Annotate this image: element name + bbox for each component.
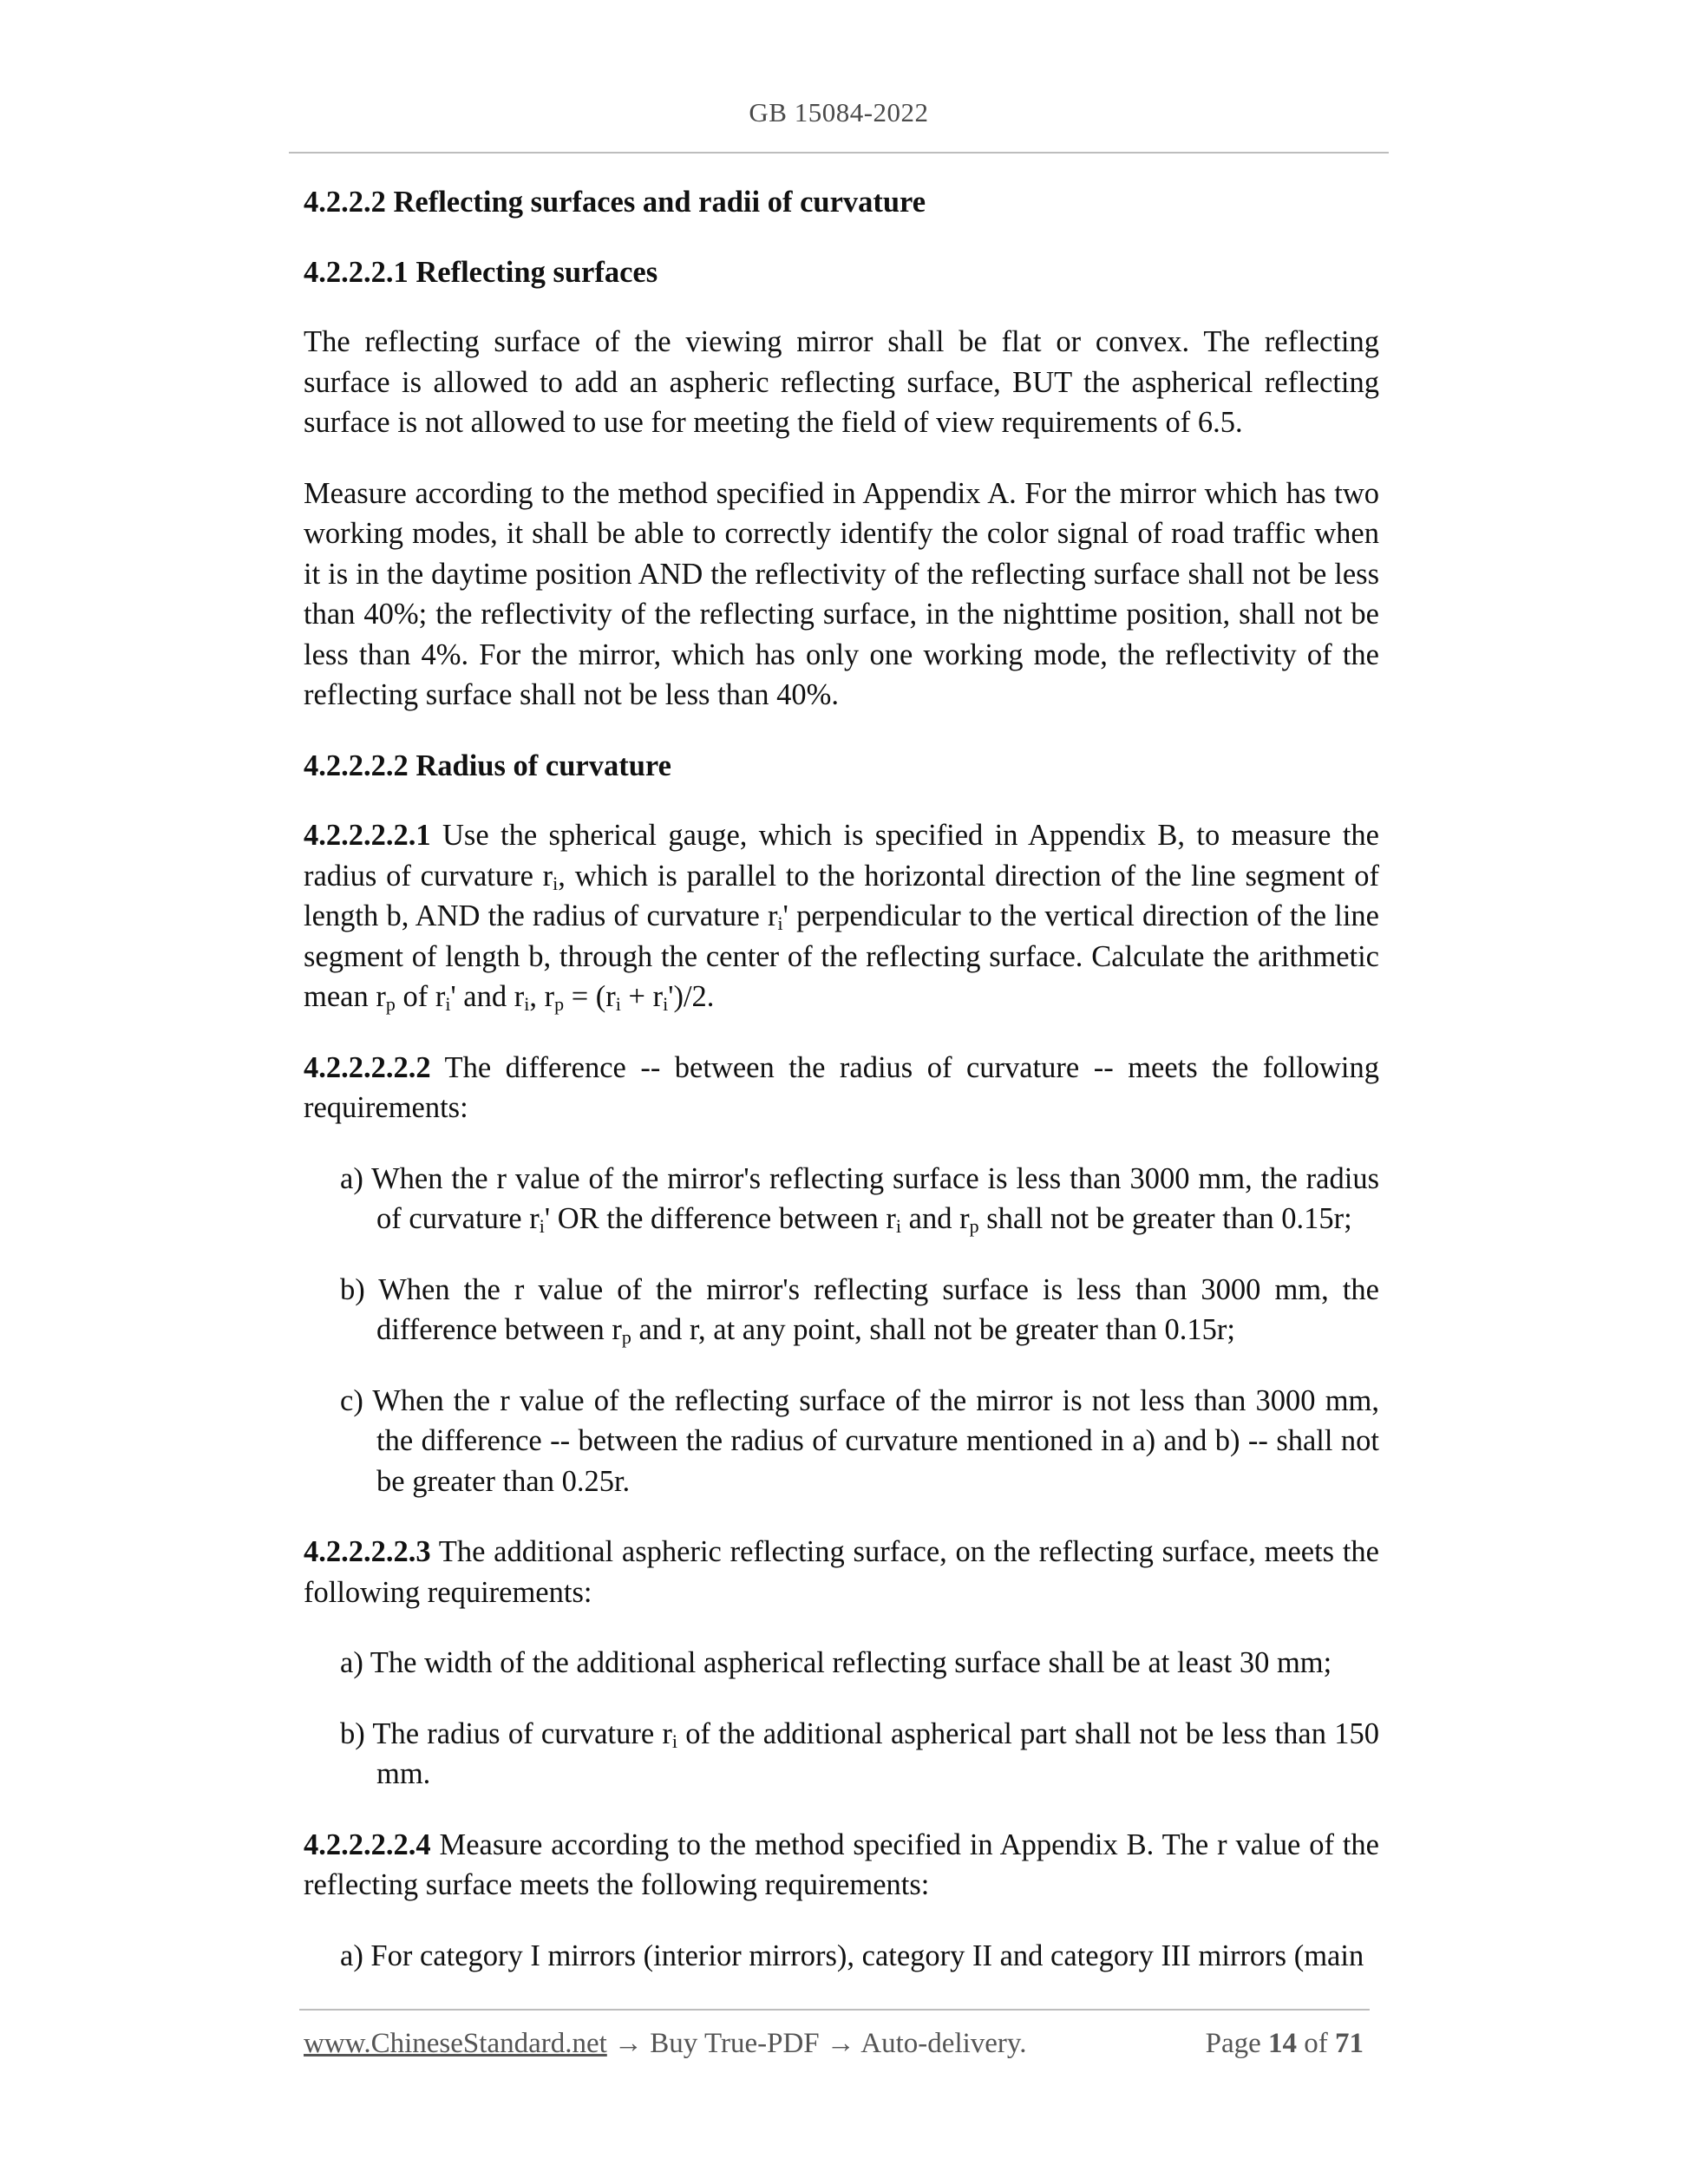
clause-4-2-2-2-2-4: 4.2.2.2.2.4 Measure according to the method specified in Appendix B. The r value of the reflecting surface meets the following requirements: [304,1828,1379,1901]
paragraph-reflectivity: Measure according to the method specified in Appendix A. For the mirror which has two working modes, it shall be able to correctly identify the color signal of road traffic when it is in the daytime position AND the reflectivity of the reflecting surface shall not be less than 40%; the reflectivity of the reflecting surface, in the nighttime position, shall not be less than 4%. For the mirror, which has only one working mode, the reflectivity of the reflecting surface shall not be less than 40%. [304,476,1379,711]
section-heading-4-2-2-2-1: 4.2.2.2.1 Reflecting surfaces [304,255,658,289]
list-item-c: c) When the r value of the reflecting surface of the mirror is not less than 3000 mm, the difference -- between the radius of curvature mentioned in a) and b) -- shall not be greater than 0.25r. [340,1383,1379,1498]
clause-4-2-2-2-2-1: 4.2.2.2.2.1 Use the spherical gauge, which is specified in Appendix B, to measure the radius of curvature $r_i$, which is parallel to the horizontal direction of the line segment of length b, AND the radius of curvature $r_i'$ perpendicular to the vertical direction of the line segment of length b, through the center of the reflecting surface. Calculate the arithmetic mean $r_p$ of $r_i'$ and $r_i$, $r_p = (r_i + r_i')/2$. [304,819,1379,1015]
clause-4-2-2-2-2-2: 4.2.2.2.2.2 The difference -- between the radius of curvature -- meets the following requirements: [304,1050,1379,1124]
section-heading-4-2-2-2: 4.2.2.2 Reflecting surfaces and radii of curvature [304,186,926,219]
auto-delivery-text: Auto-delivery. [854,2028,1027,2059]
page-number: 14 [1268,2028,1297,2059]
clause-4-2-2-2-2-3: 4.2.2.2.2.3 The additional aspheric reflecting surface, on the reflecting surface, meets the following requirements: [304,1535,1379,1609]
document-header [289,97,1389,128]
clause-number: 4.2.2.2.2.1 [304,819,431,852]
page-footer [304,2028,1371,2066]
buy-pdf-text: Buy True-PDF [643,2028,827,2059]
list-item-a: a) When the r value of the mirror's reflecting surface is less than 3000 mm, the radius of curvature $r_i'$ OR the difference between $r_i$ and $r_p$ shall not be greater than 0.15r; [340,1161,1379,1237]
list-item-b: b) The radius of curvature $r_i$ of the additional aspherical part shall not be less than 150 mm. [340,1716,1380,1790]
clause-number: 4.2.2.2.2.4 [304,1828,431,1861]
header-divider [289,152,1389,154]
footer-promo [304,2028,1027,2060]
clause-number: 4.2.2.2.2.2 [304,1050,431,1084]
footer-divider [299,2009,1370,2011]
document-body [304,182,1379,1976]
arrow-right-icon: → [826,2028,855,2059]
clause-number: 4.2.2.2.2.3 [304,1535,431,1568]
page-total: 71 [1335,2028,1364,2059]
list-item-b: b) When the r value of the mirror's reflecting surface is less than 3000 mm, the difference between $r_p$ and r, at any point, shall not be greater than 0.15r; [340,1272,1379,1348]
website-link[interactable]: www.ChineseStandard.net [304,2028,607,2059]
standard-number: GB 15084-2022 [749,97,929,128]
paragraph-reflecting-surface: The reflecting surface of the viewing mirror shall be flat or convex. The reflecting surface is allowed to add an aspheric reflecting surface, BUT the aspherical reflecting surface is not allowed to use for meeting the field of view requirements of 6.5. [304,325,1379,439]
list-item-a: a) For category I mirrors (interior mirrors), category II and category III mirrors (main [340,1939,1364,1972]
page-label: Page [1205,2028,1261,2059]
section-heading-4-2-2-2-2: 4.2.2.2.2 Radius of curvature [304,749,671,782]
list-item-a: a) The width of the additional aspherical reflecting surface shall be at least 30 mm; [340,1646,1332,1679]
arrow-right-icon: → [614,2028,644,2059]
of-label: of [1304,2028,1328,2059]
page-indicator [1206,2028,1364,2060]
